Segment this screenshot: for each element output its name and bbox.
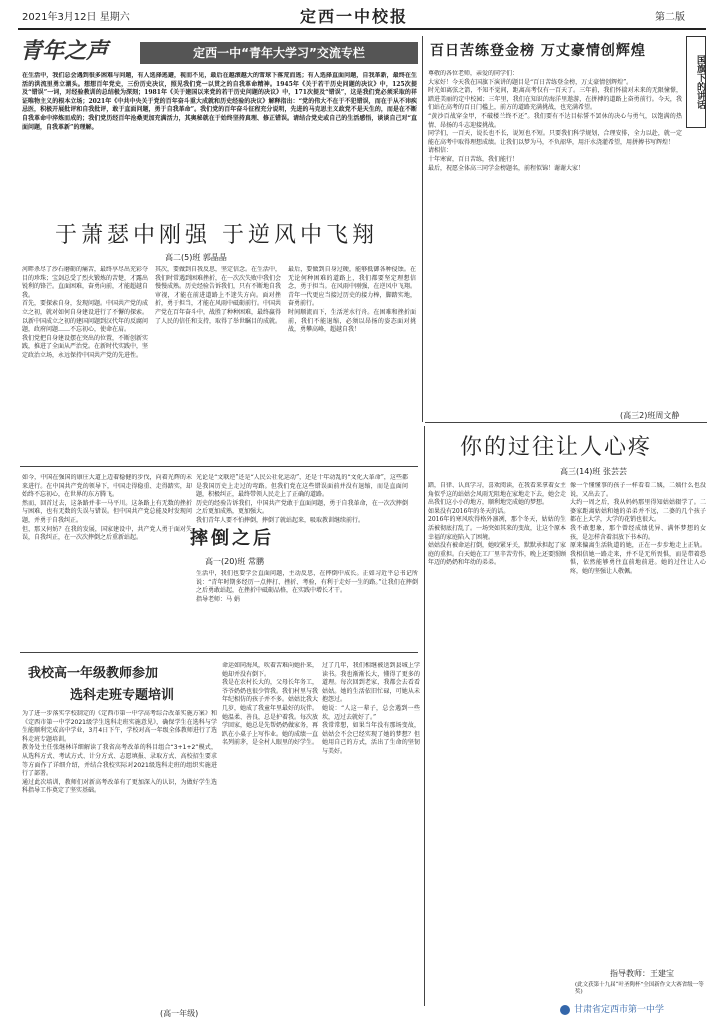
article1-title: 于萧瑟中刚强 于逆风中飞翔	[55, 223, 378, 248]
school-logo: 甘肃省定西市第一中学	[560, 1002, 664, 1015]
article4-note: (此文获第十九届“叶圣陶杯”全国新作文大赛省级一等奖)	[575, 982, 704, 995]
article4-author: 高三(14)班 张芸芸	[560, 467, 627, 476]
article6-col1: 命运如同海风，吹着苦难向她扑来，她却并没有倒下。 我是在农村长大的，父母长年务工，爷爷奶奶也很少管我。我们村里与我年纪相仿的孩子并不多。姑姑比我大几岁，她成了我童年里最好的玩伴。 她温柔、善良，总是护着我。每次放学回家，她总是先帮奶奶做家务，再趴在小桌子上写作业。她的成绩一直名列前茅，是全村人眼里的好学生。	[222, 662, 318, 747]
intro-text: 在生活中，我们总会遇到很多困难与问题，有人选择逃避，视而不见，最后在越滚越大的雪球下落荒而逃；有人选择直面问题，自我革新，最终在生活的洪流里勇立潮头。想想百年党史，三份历史决议，照见我们党一以贯之的自我革命精神。1945年《关于若干历史问题的决议》中，125次提及“错误”一词，对经验教训的总结极为深刻；1981年《关于建国以来党的若干历史问题的决议》中，171次提及“错误”，这是我们党必须采取的祥证唯物主义的根本立场；2021年《中共中央关于党的百年奋斗重大成就和历史经验的决议》解释指出：“党的伟大不在于不犯错误，而在于从不讳疾忌医，积极开展批评和自我批评，敢于直面问题，勇于自我革命”。我们党的百年奋斗征程充分说明，先进的马克思主义政党不是天生的，而是在不断自我革命中淬炼而成的；我们党历经百年沧桑更加充满活力，其奥秘就在于始终坚持真理、修正错误。请结合党史或自己的生活感悟，谈谈自己对“直面问题，自我革新”的理解。	[22, 72, 417, 131]
divider-2	[425, 422, 707, 423]
article5-title-line1: 我校高一年级教师参加	[28, 666, 159, 681]
article1-col1: 河畔杀尽了沙石磨砺的痛苦，最终享尽出充彩夺目的珍珠；宝剑总受了烈火锻炼的苦楚，才露出锐利的锋芒。直面困难，奋勇向前，才能超越自我。 首先，要探索自身，发现问题。中国共产党的成立之初，就对如何自身建设进行了不懈的探索。以新中国成立之初的建国问题到汉代年的反腐问题，政府问题……不忘初心，使命在肩。 我们党把自身建设摆在突出的位置，不断创新实践，推进了全面从严治党。在新时代实践中，坚定政治立场，永远保持中国共产党的先进性。	[22, 266, 148, 359]
section-banner: 定西一中“青年大学习”交流专栏	[140, 42, 418, 64]
article3-author: 高一(20)班 常鹏	[205, 557, 264, 566]
article2-title: 百日苦练登金榜 万丈豪情创辉煌	[430, 43, 646, 59]
divider-3	[20, 652, 418, 653]
article3-col1: 如今，中国在强国的康庄大道上迈着稳健的步伐，向着光辉的未来进行。在中国共产党的领导下，中国走得稳重、走得踏实，却始终不忘初心，在世界的东方腾飞。 然而，回首过去，这条路并非一马平川。这条路上有无数的挫折与困难，也有无数的失误与错误。但中国共产党总能及时发现问题，并勇于自我纠正。 但，那又何妨？在我的发展，国家建设中，共产党人勇于面对失误，自我纠正，在一次次摔倒之后重新站起。	[22, 474, 192, 542]
issue-date: 2021年3月12日 星期六	[22, 12, 130, 23]
edition-label: 第二版	[655, 12, 685, 23]
article4-title: 你的过往让人心疼	[460, 435, 653, 460]
article1-col2: 其次，要做到自我反思，坚定信念。在生活中，我们时常遇到困难挫折，在一次次失败中我们会慢慢成熟。历史经验告诉我们，只有不断地自我审视，才能在前进道路上不迷失方向。面对挫折，勇于担当，才能在风雨中砥砺前行。中国共产党在百年奋斗中，战胜了种种困难，最终赢得了人民的信任和支持，取得了举世瞩目的成就。	[155, 266, 281, 325]
article5-title-line2: 选科走班专题培训	[70, 688, 175, 703]
article5-text: 为了进一步落实学校制定的《定西市第一中学高考综合改革实施方案》和《定西市第一中学2021级学生选科走班实施意见》，确保学生在选科与学生能顺利完成高中学业，3月4日下午，学校对高一年级全体教师进行了选科走班专题培训。 教务处主任张继林详细解读了我省高考改革的科目组合“3+1+2”模式，从选科方式、考试方式、计分方式、志愿填报、录取方式、高校招生要求等方面作了详细介绍，并结合我校实际对2021级选科走班的组织实施进行了部署。 通过此次培训，教师们对新高考改革有了更加深入的认识，为做好学生选科指导工作奠定了坚实基础。	[22, 710, 217, 795]
article6-col2: 过了几年，我们相继被送到县城上学读书。我也渐渐长大，懂得了更多的道理。每次回到老家，我都会去看看姑姑。她的生活依旧忙碌，可她从未抱怨过。 她说：“人这一辈子，总会遇到一些坎，迈过去就好了。” 我常常想，如果当年没有那场变故，姑姑会不会已经实现了她的梦想？但她用自己的方式，活出了生命的坚韧与美好。	[322, 662, 420, 755]
article5-author: (高一年级)	[160, 1009, 199, 1018]
article1-author: 高二(5)班 郭晶晶	[165, 253, 227, 262]
article4-col2: 像一个懂懂事的孩子一样看看二姨，二姨什么也没说，又出去了。 大约一周之后，我从妈妈那里得知姑姑辍学了。二婆家距离姑姑和她的弟弟并不远，二婆的几个孩子都在上大学，大学的花销也很大。 我不敢想象，那个曾经成绩优异、满怀梦想的女孩，是怎样含着泪放下书本的。 原来偏离生活轨道的她，正在一步步地走上正轨。我相信她一路走来，并不是无所畏惧，而是带着恐惧，依然能够勇往直前地前进。她的过往让人心疼，她的坚强让人敬佩。	[570, 482, 706, 575]
article2-tag: 国旗下的讲话	[686, 36, 706, 128]
article3-col2: 光论是“文联逆”还是“人民公社化运动”，还是十年动乱的“文化大革命”，这些都是我国历史上走过的弯路。但我们党在这些错误面前并没有退缩，而是直面问题，积极纠正，最终带领人民走上了正确的道路。 历史的经验告诉我们，中国共产党敢于直面问题，勇于自我革命，在一次次摔倒之后更加成熟，更加强大。 我们青年人要不怕摔倒，摔倒了就站起来，吸取教训继续前行。	[196, 474, 408, 524]
article4-col1: 踏，自律、认真学习，喜欢阅读，在我看来拿着女主角似乎这的站姑会风雨无阻地在家地走下去，她会走出我们这小小的地方，顺利地完成她的梦想。 如果没有2016年的冬天的话。 2016年的寒风吹得格外凛冽，那个冬天，姑姑的生活被彻底打乱了。一场突如其来的变故，让这个原本幸福的家庭陷入了困境。 姑姑没有被命运打倒，她咬紧牙关，默默承担起了家庭的重担。白天她在工厂里辛苦劳作，晚上还要照顾年迈的奶奶和年幼的弟弟。	[428, 482, 566, 567]
article2-author: (高三2)班周文静	[620, 411, 680, 420]
section-logo: 青年之声	[20, 39, 109, 64]
article2-text: 尊敬的各位老师，亲爱的同学们： 大家好！今天我在国旗下演讲的题目是“百日苦练登金榜，万丈豪情创辉煌”。 时光如离弦之箭，不知不觉间，距离高考仅有一百天了。三年前，我们怀揣对未来的无限憧憬，踏进美丽的定中校园；三年里，我们在知识的海洋里遨游，在拼搏的道路上奋勇前行。今天，我们站在高考的百日门槛上，前方的道路充满挑战，也充满希望。 “黄沙百战穿金甲，不破楼兰终不还”。我们要有不达目标誓不罢休的决心与勇气，以饱满的热情、昂扬的斗志迎接挑战。 同学们，一百天，说长也不长，说短也不短。只要我们科学规划，合理安排，全力以赴，就一定能在高考中取得理想成绩。让我们以梦为马，不负韶华，用汗水浇灌希望，用拼搏书写辉煌！ 请相信： 十年寒窗，百日苦练，我们能行！ 最后，祝愿全体高三同学金榜题名，前程似锦！谢谢大家！	[428, 70, 682, 172]
divider-1	[20, 466, 418, 467]
article3-title: 摔倒之后	[190, 528, 274, 549]
article4-teacher: 指导教师：王建宝	[610, 969, 674, 978]
article1-col3: 最后，要做到自身过硬，能够抵御各种侵蚀。在无论何种困难的道路上，我们都要坚定理想信念，勇于担当。在风雨中刚强，在逆风中飞翔。青年一代更应当接过历史的接力棒，脚踏实地，奋勇前行。 时间顺流而下，生活逆水行舟。在困难和挫折面前，我们不能退缩，必须以昂扬的姿态面对挑战，勇攀高峰，超越自我！	[288, 266, 416, 334]
column-divider-lower	[424, 426, 425, 1006]
newspaper-title: 定西一中校报	[300, 7, 409, 26]
article3-col3: 生活中，我们也要学会直面问题，主动反思，在摔倒中成长。正如习近平总书记所说：“青年时期多经历一点摔打、挫折、考验，有利于走好一生的路。”让我们在摔倒之后勇敢站起，在挫折中砥砺品格，在实践中增长才干。 指导老师：马 娟	[196, 570, 418, 603]
header-rule	[18, 28, 706, 30]
column-divider	[422, 36, 423, 422]
